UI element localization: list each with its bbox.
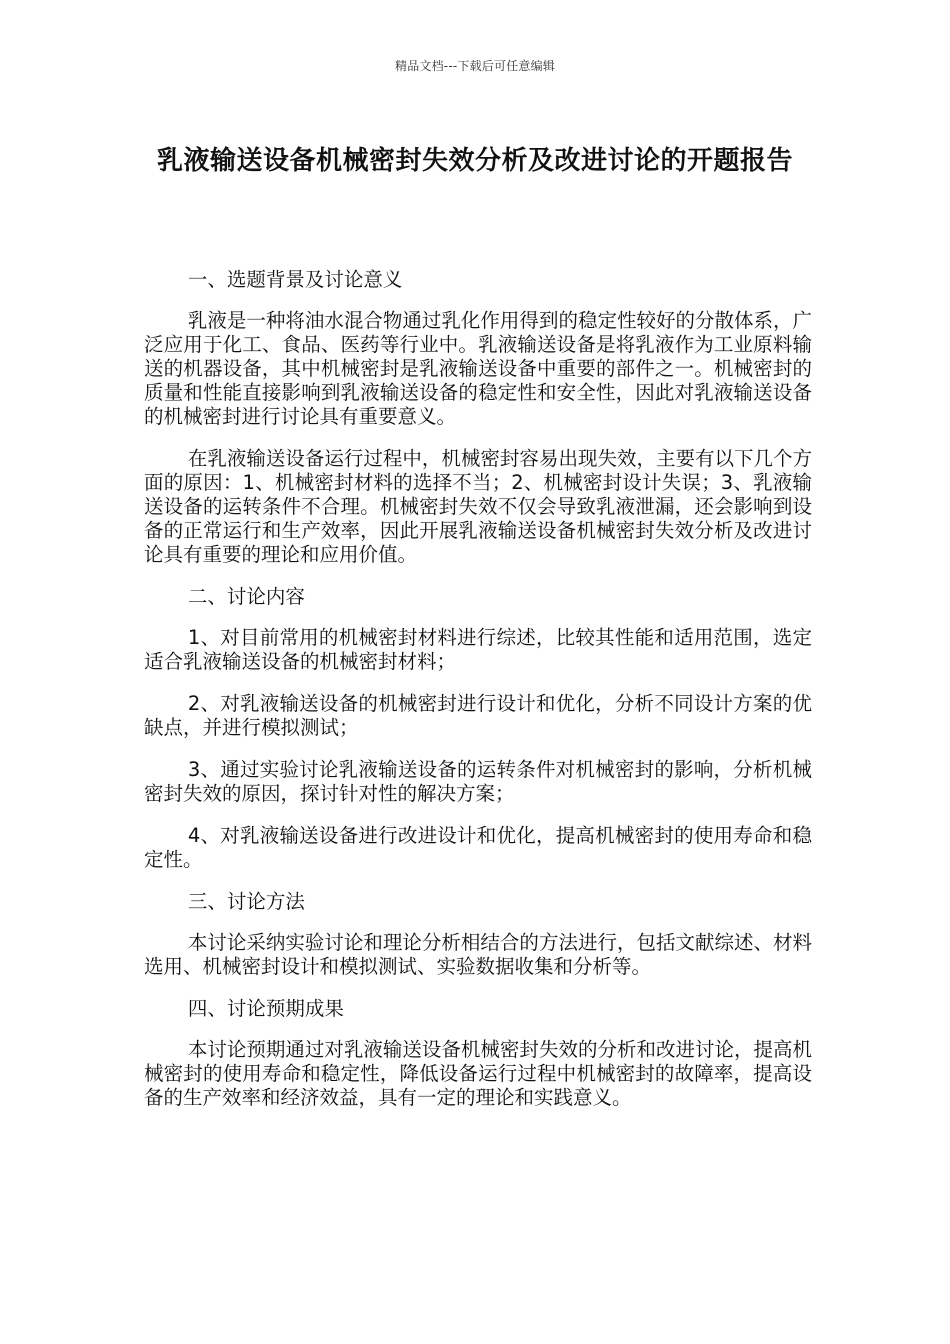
section-heading-outcomes: 四、讨论预期成果 [187, 997, 344, 1020]
section-heading-background: 一、选题背景及讨论意义 [187, 268, 403, 291]
paragraph-method: 本讨论采纳实验讨论和理论分析相结合的方法进行，包括文献综述、材料选用、机械密封设计和模拟测试、实验数据收集和分析等。 [144, 931, 812, 978]
paragraph-outcomes: 本讨论预期通过对乳液输送设备机械密封失效的分析和改进讨论，提高机械密封的使用寿命和稳定性，降低设备运行过程中机械密封的故障率，提高设备的生产效率和经济效益，具有一定的理论和实践意义。 [144, 1038, 812, 1109]
paragraph-background-2: 在乳液输送设备运行过程中，机械密封容易出现失效，主要有以下几个方面的原因：1、机械密封材料的选择不当；2、机械密封设计失误；3、乳液输送设备的运转条件不合理。机械密封失效不仅会导致乳液泄漏，还会影响到设备的正常运行和生产效率，因此开展乳液输送设备机械密封失效分析及改进讨论具有重要的理论和应用价值。 [144, 447, 812, 566]
content-item-4: 4、对乳液输送设备进行改进设计和优化，提高机械密封的使用寿命和稳定性。 [144, 824, 812, 871]
content-item-2: 2、对乳液输送设备的机械密封进行设计和优化，分析不同设计方案的优缺点，并进行模拟测试； [144, 692, 812, 739]
document-title: 乳液输送设备机械密封失效分析及改进讨论的开题报告 [156, 146, 793, 176]
section-heading-content: 二、讨论内容 [187, 585, 305, 608]
section-heading-method: 三、讨论方法 [187, 890, 305, 913]
content-item-1: 1、对目前常用的机械密封材料进行综述，比较其性能和适用范围，选定适合乳液输送设备的机械密封材料； [144, 626, 812, 673]
header-note: 精品文档---下载后可任意编辑 [395, 59, 555, 73]
document-body [144, 268, 812, 1128]
paragraph-background-1: 乳液是一种将油水混合物通过乳化作用得到的稳定性较好的分散体系，广泛应用于化工、食品、医药等行业中。乳液输送设备是将乳液作为工业原料输送的机器设备，其中机械密封是乳液输送设备中重要的部件之一。机械密封的质量和性能直接影响到乳液输送设备的稳定性和安全性，因此对乳液输送设备的机械密封进行讨论具有重要意义。 [144, 309, 812, 428]
content-item-3: 3、通过实验讨论乳液输送设备的运转条件对机械密封的影响，分析机械密封失效的原因，探讨针对性的解决方案； [144, 758, 812, 805]
